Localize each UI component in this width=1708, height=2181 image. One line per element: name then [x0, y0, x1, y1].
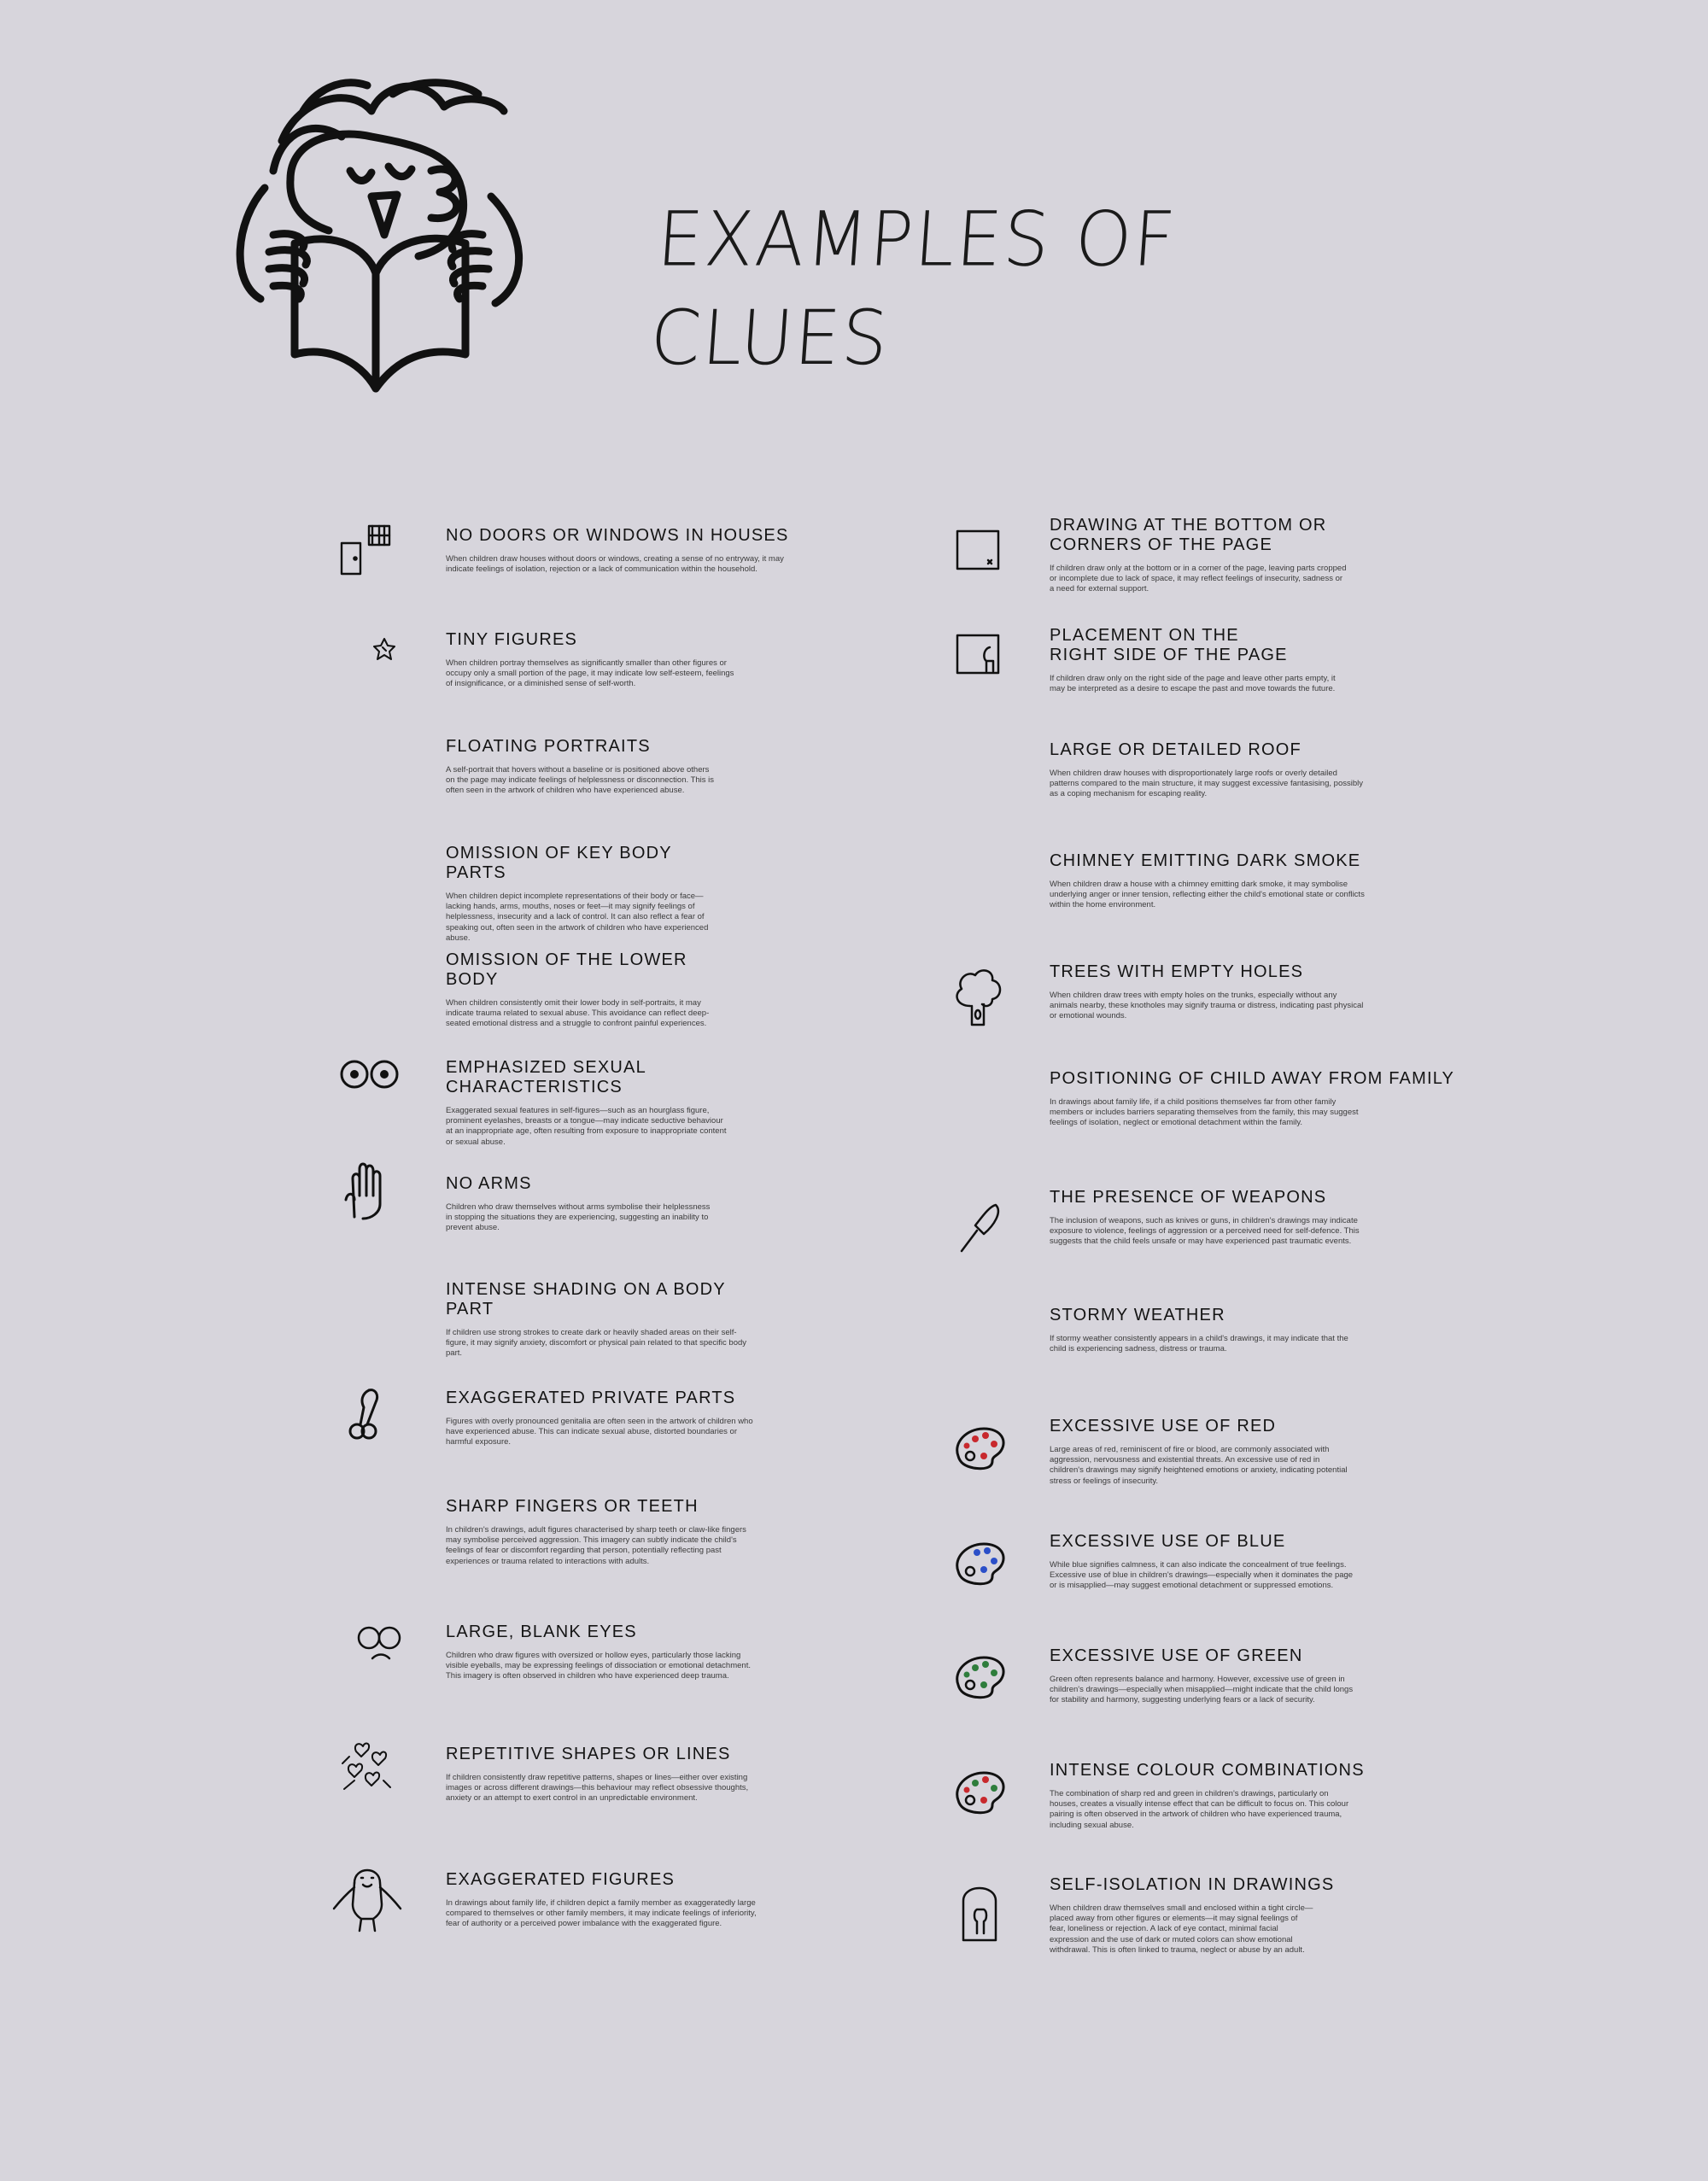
clue-title: OMISSION OF THE LOWER BODY: [446, 950, 687, 989]
clue-title: INTENSE SHADING ON A BODY PART: [446, 1280, 726, 1319]
clue-description: If children draw only on the right side of the page and leave other parts empty, it may be interpreted as a desire to escape the past and move towards the future.: [1050, 674, 1336, 694]
tree-icon: [948, 963, 1008, 1032]
clue-title: EXCESSIVE USE OF BLUE: [1050, 1532, 1286, 1551]
clue-description: Green often represents balance and harmony. However, excessive use of green in children's drawings—especially when misapplied—might indicate that the child longs for stability and harmony, suggesting underlying fears or a lack of security.: [1050, 1675, 1354, 1705]
clue-title: TINY FIGURES: [446, 630, 578, 649]
clue-title: POSITIONING OF CHILD AWAY FROM FAMILY: [1050, 1069, 1455, 1088]
clue-title: REPETITIVE SHAPES OR LINES: [446, 1745, 731, 1763]
clue-item: [446, 844, 728, 944]
clue-item: [1050, 626, 1357, 694]
clue-item: [1050, 1646, 1374, 1706]
clue-item: [446, 1389, 753, 1448]
clue-description: Exaggerated sexual features in self-figures—such as an hourglass figure, prominent eyelashes, breasts or a tongue—may indicate seductive behaviour at an inappropriate age, often resulting from exposure to inappropriate content or sexual abuse.: [446, 1106, 727, 1147]
clue-item: [1050, 1761, 1374, 1831]
bell-jar-icon: [956, 1879, 1003, 1947]
clue-item: [1050, 1188, 1374, 1248]
clue-description: In drawings about family life, if children depict a family member as exaggeratedly large compared to themselves or other family members, it may indicate feelings of inferiority, fear of authority or a perceived power imbalance with the exaggerated figure.: [446, 1898, 757, 1929]
clue-title: LARGE OR DETAILED ROOF: [1050, 740, 1301, 759]
clue-item: [446, 1870, 762, 1930]
clue-description: When children draw trees with empty holes on the trunks, especially without any animals nearby, these knotholes may signify trauma or distress, indicating past physical or emotional wounds.: [1050, 991, 1364, 1021]
clue-item: [1050, 1532, 1374, 1592]
clue-description: When children draw houses with disproportionately large roofs or overly detailed patterns compared to the main structure, it may suggest excessive fantasising, possibly as a coping mechanism for escaping reality.: [1050, 769, 1363, 799]
clue-title: NO ARMS: [446, 1174, 532, 1193]
clue-description: Children who draw figures with oversized or hollow eyes, particularly those lacking visible eyeballs, may be expressing feelings of dissociation or emotional detachment. This imagery is often observed in children who have experienced deep trauma.: [446, 1651, 751, 1681]
palette-mixed-icon: [950, 1766, 1009, 1817]
clue-title: EXAGGERATED FIGURES: [446, 1870, 676, 1889]
clue-item: [446, 1280, 753, 1359]
clue-item: [1050, 851, 1374, 911]
clue-item: [446, 1058, 822, 1148]
page-corner-icon: [952, 526, 1003, 577]
eyes-icon: [337, 1050, 406, 1102]
hearts-icon: [337, 1738, 397, 1798]
clue-item: [1050, 1069, 1459, 1129]
clue-description: In drawings about family life, if a child positions themselves far from other family members or includes barriers separating themselves from the family, this may suggest feelings of isolation, neglect or emotional detachment within the family.: [1050, 1097, 1359, 1128]
clue-title: TREES WITH EMPTY HOLES: [1050, 962, 1304, 981]
clue-description: When children draw houses without doors or windows, creating a sense of no entryway, it may indicate feelings of isolation, rejection or a lack of communication within the household.: [446, 554, 784, 575]
clue-title: SHARP FINGERS OR TEETH: [446, 1497, 699, 1516]
page-right-icon: [952, 630, 1003, 681]
clue-title: NO DOORS OR WINDOWS IN HOUSES: [446, 526, 789, 545]
clue-item: [1050, 1306, 1374, 1354]
clue-item: [1050, 740, 1374, 800]
clue-item: [446, 1174, 711, 1234]
clue-description: If children draw only at the bottom or in a corner of the page, leaving parts cropped or incomplete due to lack of space, it may reflect feelings of insecurity, sadness or a need for external support.: [1050, 564, 1347, 594]
clue-item: [446, 737, 719, 797]
clue-title: STORMY WEATHER: [1050, 1306, 1225, 1324]
reading-bird-illustration: [222, 60, 547, 393]
clue-description: When children depict incomplete representations of their body or face—lacking hands, arms, mouths, noses or feet—it may signify feelings of helplessness, insecurity and a lack of control. It can also reflect a fear of speaking out, often seen in the artwork of children who have experienced abuse.: [446, 892, 709, 943]
clue-title: EXCESSIVE USE OF RED: [1050, 1417, 1277, 1435]
clue-item: [446, 1623, 762, 1682]
clue-item: [446, 1497, 753, 1567]
clue-description: If children consistently draw repetitive patterns, shapes or lines—either over existing images or across different drawings—this behaviour may reflect obsessive thoughts, anxiety or an attempt to exert control in an unpredictable environment.: [446, 1773, 749, 1804]
clue-item: [446, 1745, 753, 1804]
hand-icon: [337, 1157, 406, 1225]
clue-description: While blue signifies calmness, it can also indicate the concealment of true feelings. Excessive use of blue in children's drawings—especially when it dominates the page or is misapplied—may suggest emotional detachment or suppressed emotions.: [1050, 1560, 1354, 1591]
knife-icon: [955, 1200, 1006, 1260]
palette-green-icon: [950, 1651, 1009, 1702]
clue-item: [446, 630, 736, 690]
clue-item: [446, 950, 719, 1030]
door-window-icon: [335, 519, 412, 596]
clue-description: In children's drawings, adult figures characterised by sharp teeth or claw-like fingers may symbolise perceived aggression. This imagery can subtly indicate the child's feelings of fear or discomfort regarding that person, potentially reflecting past experiences or trauma related to interactions with adults.: [446, 1525, 746, 1566]
clue-description: If children use strong strokes to create dark or heavily shaded areas on their self-figure, it may signify anxiety, discomfort or physical pain related to that specific body part.: [446, 1328, 747, 1359]
clue-item: [446, 526, 804, 575]
clue-description: A self-portrait that hovers without a baseline or is positioned above others on the page may indicate feelings of helplessness or disconnection. This is often seen in the artwork of children who have experienced abuse.: [446, 765, 715, 796]
clue-description: Children who draw themselves without arms symbolise their helplessness in stopping the situations they are experiencing, suggesting an inability to prevent abuse.: [446, 1202, 711, 1233]
blank-eyes-icon: [350, 1623, 410, 1665]
clue-item: [1050, 1875, 1374, 1956]
clue-description: Figures with overly pronounced genitalia are often seen in the artwork of children who have experienced abuse. This can indicate sexual abuse, distorted boundaries or harmful exposure.: [446, 1417, 753, 1447]
monster-icon: [329, 1857, 406, 1934]
clue-title: CHIMNEY EMITTING DARK SMOKE: [1050, 851, 1361, 870]
clue-title: EMPHASIZED SEXUAL CHARACTERISTICS: [446, 1058, 646, 1096]
clue-title: OMISSION OF KEY BODY PARTS: [446, 844, 672, 882]
clue-description: When children draw a house with a chimney emitting dark smoke, it may symbolise underlying anger or inner tension, reflecting either the child's emotional state or conflicts within the home environment.: [1050, 880, 1365, 910]
clue-title: LARGE, BLANK EYES: [446, 1623, 637, 1641]
clue-title: EXCESSIVE USE OF GREEN: [1050, 1646, 1303, 1665]
clue-description: When children portray themselves as significantly smaller than other figures or occupy only a small portion of the page, it may indicate low self-esteem, feelings of insignificance, or a diminished sense of self-worth.: [446, 658, 734, 689]
clue-description: If stormy weather consistently appears in a child's drawings, it may indicate that the child is experiencing sadness, distress or trauma.: [1050, 1334, 1348, 1354]
clue-description: When children consistently omit their lower body in self-portraits, it may indicate trauma related to sexual abuse. This avoidance can reflect deep-seated emotional distress and a struggle to confront painful experiences.: [446, 998, 710, 1029]
clue-title: EXAGGERATED PRIVATE PARTS: [446, 1389, 736, 1407]
clue-description: The combination of sharp red and green in children's drawings, particularly on houses, creates a visually intense effect that can be difficult to focus on. This colour pairing is often observed in the artwork of children who have experienced trauma, including sexual abuse.: [1050, 1789, 1349, 1830]
tiny-figure-icon: [367, 634, 401, 668]
page-title: EXAMPLES OF CLUES: [647, 195, 1180, 382]
clue-item: [1050, 516, 1357, 595]
palette-blue-icon: [950, 1537, 1009, 1588]
clue-description: When children draw themselves small and enclosed within a tight circle—placed away from other figures or elements—it may signal feelings of fear, loneliness or rejection. A lack of eye contact, minimal facial expression and the use of dark or muted colors can show emotional withdrawal. This is often linked to trauma, neglect or abuse by an adult.: [1050, 1903, 1313, 1955]
clue-title: SELF-ISOLATION IN DRAWINGS: [1050, 1875, 1335, 1894]
clue-description: The inclusion of weapons, such as knives or guns, in children's drawings may indicate exposure to violence, feelings of aggression or a perceived need for self-defence. This suggests that the child feels unsafe or may have experienced past traumatic events.: [1050, 1216, 1360, 1247]
palette-red-icon: [950, 1422, 1009, 1473]
clue-title: DRAWING AT THE BOTTOM OR CORNERS OF THE PAGE: [1050, 516, 1327, 554]
clue-title: INTENSE COLOUR COMBINATIONS: [1050, 1761, 1365, 1780]
clue-title: THE PRESENCE OF WEAPONS: [1050, 1188, 1327, 1207]
clue-item: [1050, 962, 1374, 1022]
clue-description: Large areas of red, reminiscent of fire or blood, are commonly associated with aggression, nervousness and existential threats. An excessive use of red in children's drawings may signify heightened emotions or anxiety, indicating potential stress or feelings of insecurity.: [1050, 1445, 1348, 1486]
clue-item: [1050, 1417, 1374, 1487]
phallus-icon: [342, 1383, 393, 1452]
clue-title: FLOATING PORTRAITS: [446, 737, 651, 756]
clue-title: PLACEMENT ON THE RIGHT SIDE OF THE PAGE: [1050, 626, 1288, 664]
